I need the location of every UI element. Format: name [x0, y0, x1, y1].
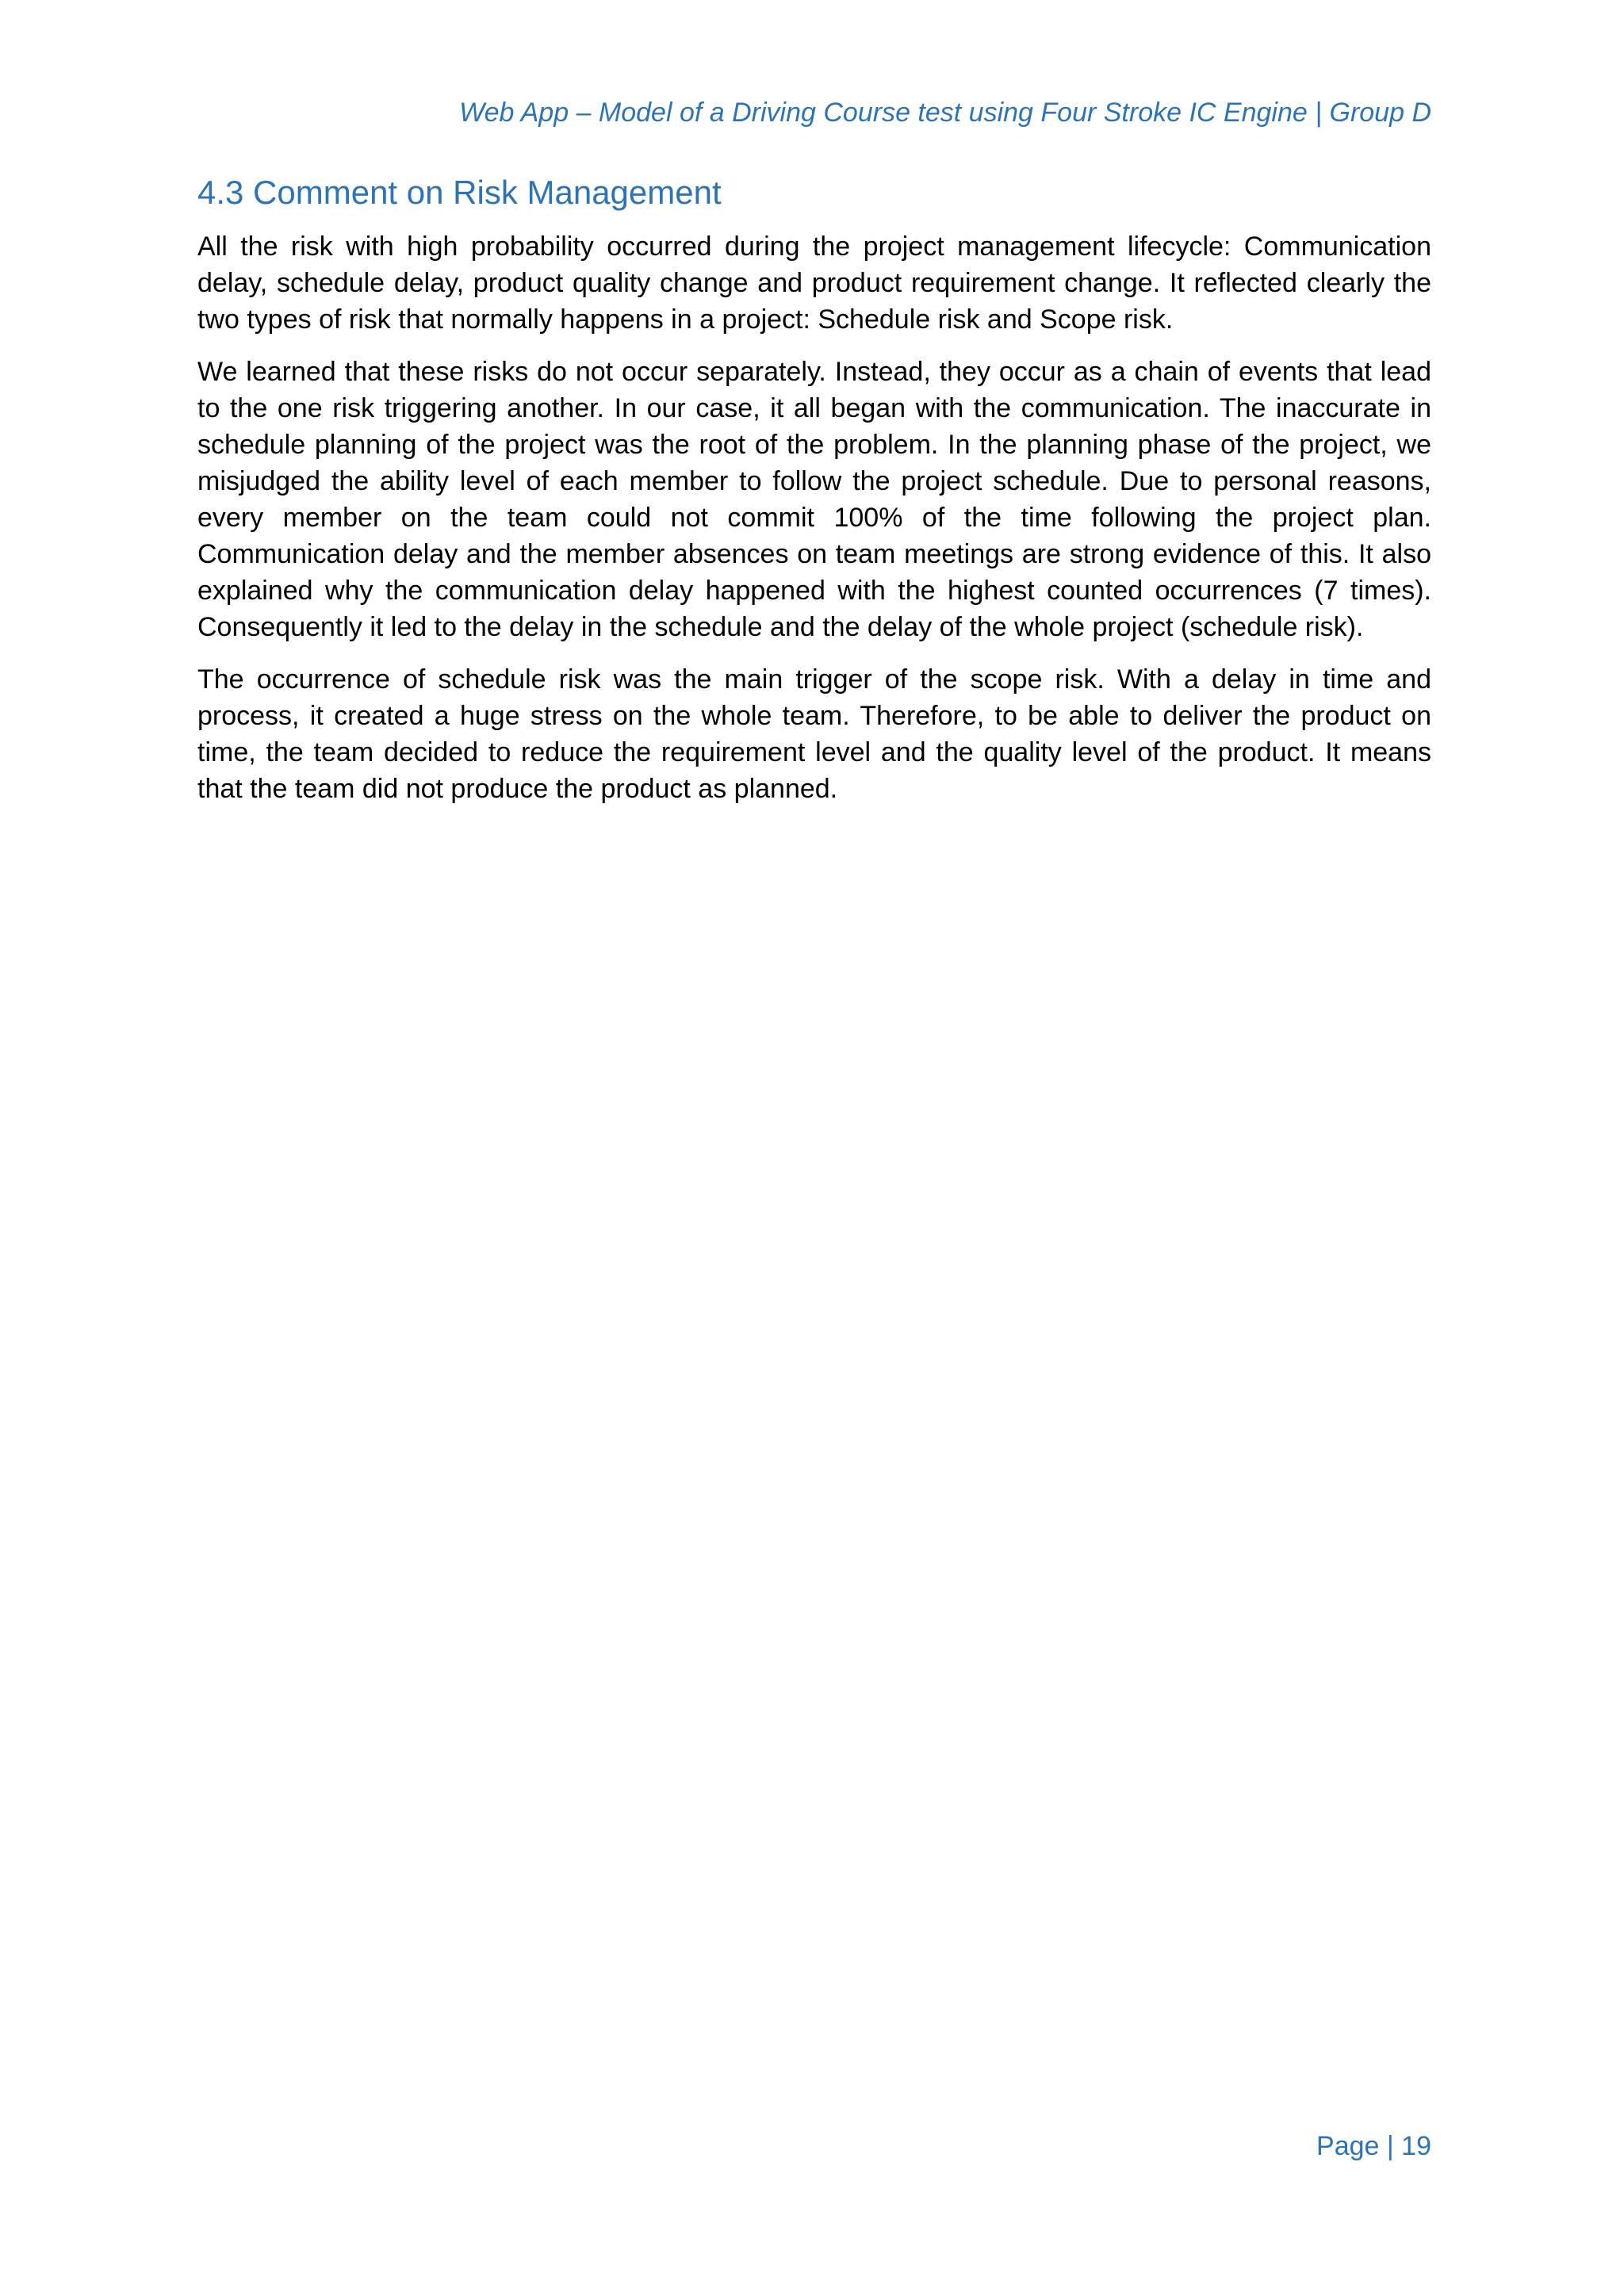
running-header: Web App – Model of a Driving Course test using Four Stroke IC Engine | Group D	[459, 98, 1431, 128]
section-heading: 4.3 Comment on Risk Management	[197, 174, 722, 211]
section-content	[197, 170, 1431, 823]
paragraph-3: The occurrence of schedule risk was the main trigger of the scope risk. With a delay in time and process, it created a huge stress on the whole team. Therefore, to be able to deliver the product on time, the team decided to reduce the requirement level and the quality level of the product. It means that the team did not produce the product as planned.	[197, 664, 1431, 804]
paragraph-1: All the risk with high probability occurred during the project management lifecycle: Communication delay, schedule delay, product quality change and product requirement change. It reflected clearly the two types of risk that normally happens in a project: Schedule risk and Scope risk.	[197, 232, 1431, 335]
page-number: Page | 19	[1316, 2131, 1431, 2161]
paragraph-2: We learned that these risks do not occur separately. Instead, they occur as a chain of events that lead to the one risk triggering another. In our case, it all began with the communication. The inaccurate in schedule planning of the project was the root of the problem. In the planning phase of the project, we misjudged the ability level of each member to follow the project schedule. Due to personal reasons, every member on the team could not commit 100% of the time following the project plan. Communication delay and the member absences on team meetings are strong evidence of this. It also explained why the communication delay happened with the highest counted occurrences (7 times). Consequently it led to the delay in the schedule and the delay of the whole project (schedule risk).	[197, 357, 1431, 642]
